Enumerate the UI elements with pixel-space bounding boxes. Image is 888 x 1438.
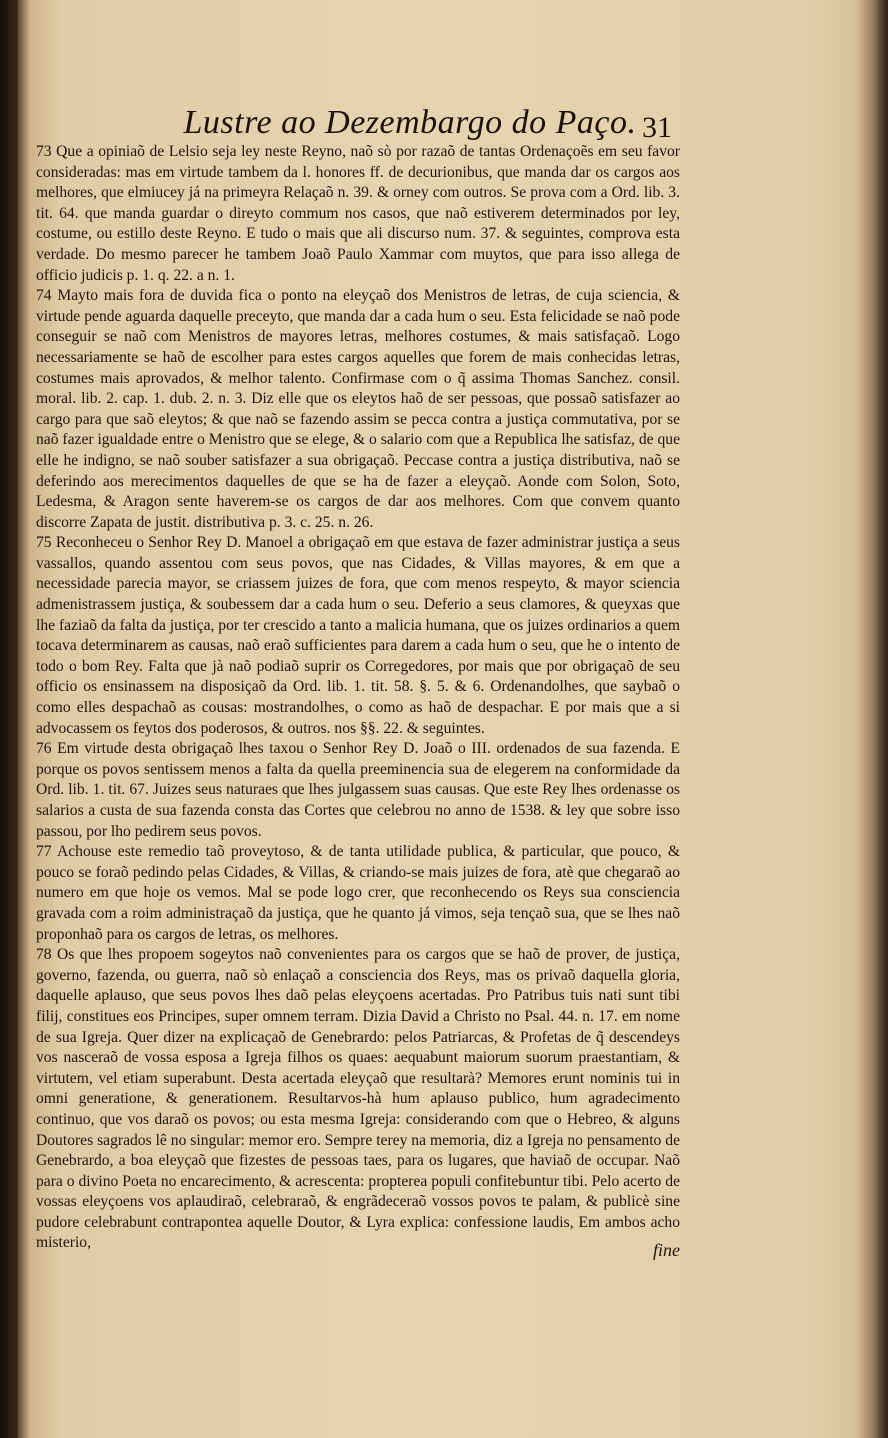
page-edge — [858, 0, 888, 1438]
paragraph-74: 74 Mayto mais fora de duvida fica o ponto na eleyçaõ dos Menistros de letras, de cuja sciencia, & virtude pende aguarda daquelle preceyto, que manda dar a cada hum o seu. Esta felicidade se naõ pode conseguir se naõ com Menistros de mayores letras, melhores costumes, & mais satisfaçaõ. Logo necessariamente se haõ de escolher para estes cargos aquelles que forem de mais conhecidas letras, costumes mais aprovados, & melhor talento. Confirmase com o q̃ assima Thomas Sanchez. consil. moral. lib. 2. cap. 1. dub. 2. n. 3. Diz elle que os eleytos haõ de ser pessoas, que possaõ satisfazer ao cargo para que saõ eleytos; & que naõ se fazendo assim se pecca contra a justiça commutativa, por se naõ fazer igualdade entre o Menistro que se elege, & o salario com que a Republica lhe satisfaz, de que elle he indigno, se naõ souber satisfazer a sua obrigaçaõ. Peccase contra a justiça distributiva, naõ se deferindo aos merecimentos daquelles de que se ha de fazer a eleyçaõ. Aonde com Solon, Soto, Ledesma, & Aragon sente haverem-se os cargos de dar aos melhores. Com que convem quanto discorre Zapata de justit. distributiva p. 3. c. 25. n. 26. — [36, 287, 680, 531]
paragraph-76: 76 Em virtude desta obrigaçaõ lhes taxou o Senhor Rey D. Joaõ o III. ordenados de sua fazenda. E porque os povos sentissem menos a falta da quella preeminencia sua de elegerem na conformidade da Ord. lib. 1. tit. 67. Juizes seus naturaes que lhes julgassem suas causas. Que este Rey lhes ordenasse os salarios a custa de sua fazenda consta das Cortes que celebrou no anno de 1538. & ley que sobre isso passou, por lho pedirem seus povos. — [36, 740, 680, 840]
catchword: fine — [653, 1240, 680, 1260]
running-title: Lustre ao Dezembargo do Paço. — [183, 104, 637, 141]
paragraph-73: 73 Que a opiniaõ de Lelsio seja ley neste Reyno, naõ sò por razaõ de tantas Ordenaçoẽs em seu favor consideradas: mas em virtude tambem da l. honores ff. de decurionibus, que manda dar os cargos aos melhores, que elmiucey já na primeyra Relaçaõ n. 39. & orney com outros. Se prova com a Ord. lib. 3. tit. 64. que manda guardar o direyto commum nos casos, que naõ estiverem determinados por ley, costume, ou estillo deste Reyno. E tudo o mais que ali discurso num. 37. & seguintes, comprova esta verdade. Do mesmo parecer he tambem Joaõ Paulo Xammar com muytos, que para isso allega de officio judicis p. 1. q. 22. a n. 1. — [36, 143, 680, 284]
folio-number: 31 — [642, 111, 672, 144]
paragraph-77: 77 Achouse este remedio taõ proveytoso, & de tanta utilidade publica, & particular, que pouco, & pouco se foraõ pedindo pelas Cidades, & Villas, & criando-se mais juizes de fora, atè que chegaraõ ao numero em que hoje os vemos. Mal se pode logo crer, que reconhecendo os Reys sua consciencia gravada com a roim administraçaõ da justiça, que he quanto já vimos, seja tençaõ sua, que se lhes naõ proponhaõ para os cargos de letras, os melhores. — [36, 843, 680, 943]
paragraph-75: 75 Reconheceu o Senhor Rey D. Manoel a obrigaçaõ em que estava de fazer administrar justiça a seus vassallos, quando assentou com seus povos, que nas Cidades, & Villas mayores, & em que a necessidade parecia mayor, se criassem juizes de fora, que com menos respeyto, & mayor sciencia admenistrassem justiça, & soubessem dar a cada hum o seu. Deferio a seus clamores, & queyxas que lhe faziaõ da falta da justiça, por ter crescido a tanto a malicia humana, que os juizes ordinarios a quem tocava determinarem as causas, naõ eraõ sufficientes para darem a cada hum o seu, que he o intento de todo o bom Rey. Falta que jà naõ podiaõ suprir os Corregedores, por mais que por obrigaçaõ de seu officio os ensinassem na disposiçaõ da Ord. lib. 1. tit. 58. §. 5. & 6. Ordenandolhes, que saybaõ o como elles despachaõ as cousas: mostrandolhes, o como as haõ de despachar. E por mais que a si advocassem os feytos dos poderosos, & outros. nos §§. 22. & seguintes. — [36, 534, 680, 737]
paragraph-78: 78 Os que lhes propoem sogeytos naõ convenientes para os cargos que se haõ de prover, de justiça, governo, fazenda, ou guerra, naõ sò enlaçaõ a consciencia dos Reys, mas os privaõ daquella gloria, daquelle aplauso, que seus povos lhes daõ pelas eleyçoens acertadas. Pro Patribus tuis nati sunt tibi filij, constitues eos Principes, super omnem terram. Dizia David a Christo no Psal. 44. n. 17. em nome de sua Igreja. Quer dizer na explicaçaõ de Genebrardo: pelos Patriarcas, & Profetas de q̃ descendeys vos nasceraõ de vossa esposa a Igreja filhos os quaes: aequabunt maiorum suorum praestantiam, & virtutem, vel etiam superabunt. Desta acertada eleyçaõ que resultarà? Memores erunt nominis tui in omni generatione, & generationem. Resultarvos-hà hum aplauso publico, hum agradecimento continuo, que vos daraõ os povos; ou esta mesma Igreja: considerando com que o Hebreo, & alguns Doutores sagrados lê no singular: memor ero. Sempre terey na memoria, diz a Igreja no pensamento de Genebrardo, a boa eleyçaõ que fizestes de pessoas taes, para os lugares, que haviaõ de occupar. Naõ para o divino Poeta no encarecimento, & acrescenta: propterea populi confitebuntur tibi. Pelo acerto de vossas eleyçoens vos aplaudiraõ, celebraraõ, & engrãdeceraõ vossos povos te palam, & publicè sine pudore celebrabunt contrapontea aquelle Doutor, & Lyra explica: confessione laudis, Em ambos acho misterio, — [36, 946, 680, 1252]
body-text — [36, 142, 680, 1272]
book-gutter — [0, 0, 18, 1438]
